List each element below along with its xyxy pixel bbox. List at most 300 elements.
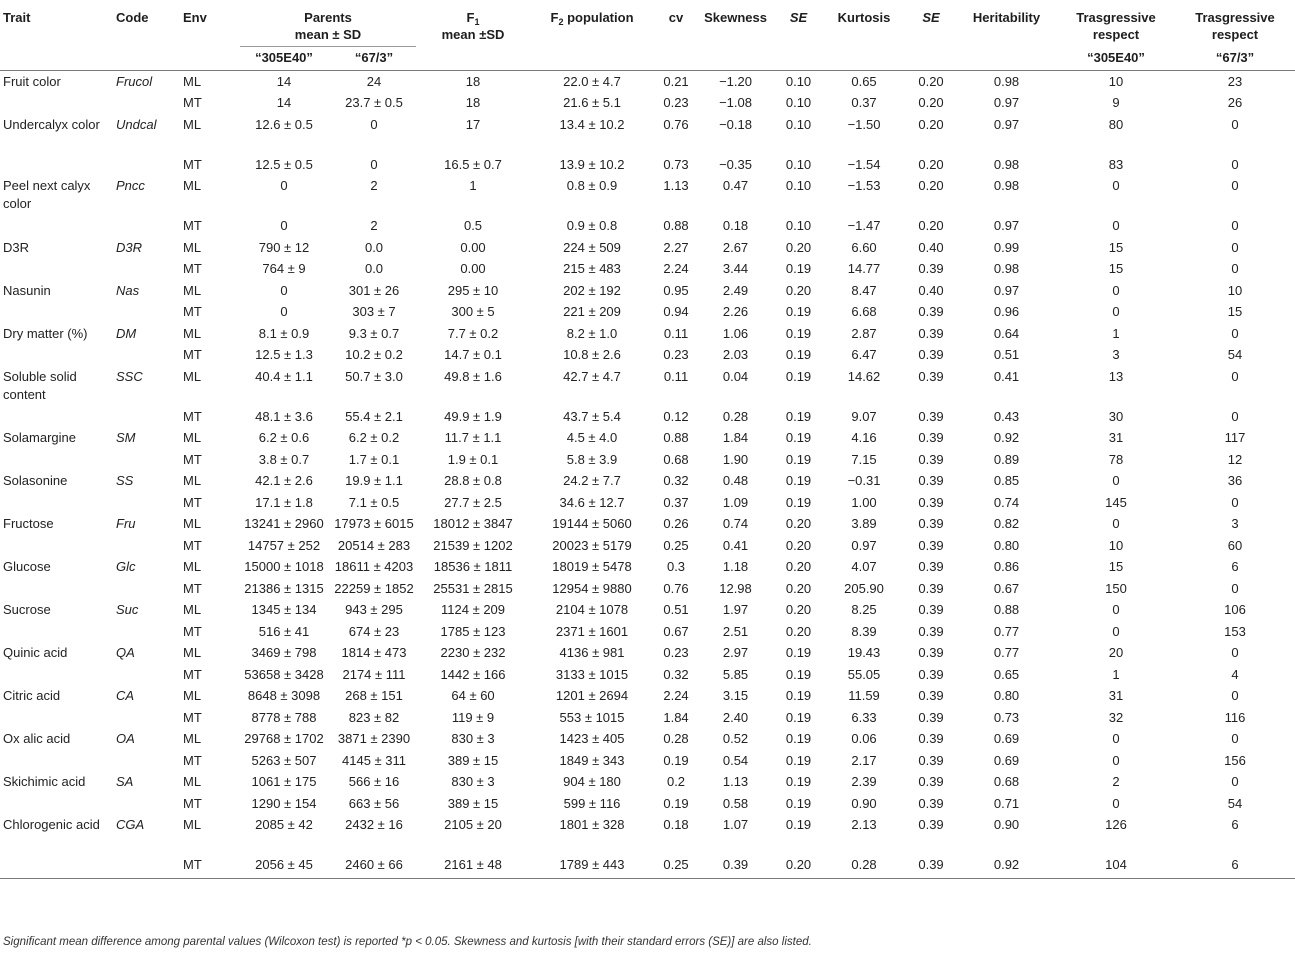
cell-env: ML [183,731,202,746]
cell-cv: 0.23 [663,347,689,362]
cell-se-kurtosis: 0.39 [918,666,944,682]
cell-heritability: 0.80 [993,688,1020,703]
header-trans2-line3: “67/3” [1175,47,1295,71]
cell-f1: 18012 ± 3847 [433,516,513,531]
cell-trans-305e40: 1 [1112,325,1120,341]
cell-trans-67-3: 26 [1227,95,1243,110]
cell-f2-population: 5.8 ± 3.9 [566,451,618,467]
cell-kurtosis: 0.06 [851,731,877,746]
cell-heritability: 0.98 [993,74,1020,89]
header-f1-letter: F [466,10,475,25]
cell-f2-population: 3133 ± 1015 [555,666,629,682]
cell-heritability: 0.89 [993,451,1020,467]
cell-parent-305e40: 8648 ± 3098 [247,688,321,703]
cell-trait: Glucose [3,559,51,574]
cell-cv: 0.88 [663,218,689,233]
cell-se-skewness: 0.19 [785,795,812,811]
cell-parent-67-3: 823 ± 82 [348,709,400,725]
cell-parent-67-3: 2 [370,178,378,193]
cell-se-kurtosis: 0.39 [918,408,944,424]
cell-parent-67-3: 2460 ± 66 [330,854,418,879]
cell-code [113,750,180,772]
cell-f2-population: 24.2 ± 7.7 [563,473,621,488]
cell-kurtosis: −1.53 [847,178,881,193]
cell-kurtosis: −0.31 [847,473,881,488]
cell-trans-67-3: 0 [1231,688,1239,703]
cell-se-kurtosis: 0.20 [918,74,944,89]
table-row [0,793,1295,815]
cell-code: Pncc [116,178,145,193]
cell-f1: 25531 ± 2815 [433,580,513,596]
cell-se-skewness: 0.19 [785,347,812,362]
cell-trans-305e40: 0 [1112,178,1120,193]
cell-parent-305e40: 48.1 ± 3.6 [255,408,313,424]
cell-trait [0,750,113,772]
cell-trait [0,578,113,600]
cell-f2-population: 1201 ± 2694 [555,688,629,703]
cell-parent-67-3: 55.4 ± 2.1 [345,408,403,424]
cell-f1: 14.7 ± 0.1 [444,347,502,362]
cell-trans-305e40: 126 [1105,817,1127,832]
cell-kurtosis: 0.37 [851,95,877,110]
cell-se-skewness: 0.19 [785,731,812,746]
cell-trans-67-3: 54 [1227,347,1243,362]
cell-skewness: 2.51 [722,623,749,639]
cell-se-skewness: 0.20 [785,282,812,298]
cell-trait: Soluble solid content [3,368,77,402]
cell-trans-305e40: 104 [1057,854,1175,879]
table-row [0,366,1295,406]
table-header [0,4,1295,71]
cell-f2-population: 1849 ± 343 [559,752,625,768]
header-parent-305e40: “305E40” [238,47,330,71]
cell-parent-305e40: 29768 ± 1702 [244,731,324,746]
cell-heritability: 0.97 [993,282,1020,298]
cell-f1: 389 ± 15 [447,795,499,811]
cell-f2-population: 2104 ± 1078 [555,602,629,617]
cell-heritability: 0.98 [993,261,1020,276]
cell-kurtosis: 6.47 [851,347,877,362]
cell-f1: 21539 ± 1202 [433,537,513,553]
cell-env: ML [183,559,202,574]
cell-trait [0,793,113,815]
cell-heritability: 0.96 [993,304,1020,319]
table-row [0,814,1295,854]
header-code: Code [113,4,180,71]
table-row [0,750,1295,772]
cell-se-skewness: 0.19 [785,774,812,789]
cell-trait: Nasunin [3,282,51,298]
cell-skewness: −1.20 [719,74,752,89]
cell-f1: 64 ± 60 [451,688,495,703]
cell-code [113,449,180,471]
cell-trans-67-3: 156 [1224,752,1246,768]
cell-parent-67-3: 10.2 ± 0.2 [345,347,403,362]
cell-trait [0,707,113,729]
cell-skewness: 0.28 [722,408,749,424]
cell-kurtosis: 6.33 [851,709,877,725]
cell-trait [0,344,113,366]
cell-code [113,707,180,729]
cell-se-skewness: 0.20 [785,559,812,574]
cell-heritability: 0.77 [993,623,1020,639]
cell-env: MT [183,537,202,553]
cell-skewness: −1.08 [719,95,752,110]
cell-heritability: 0.82 [993,516,1020,531]
cell-kurtosis: 6.60 [851,239,877,255]
cell-parent-67-3: 301 ± 26 [348,282,400,298]
cell-trait: Dry matter (%) [3,325,88,341]
cell-env: MT [183,218,202,233]
cell-kurtosis: 19.43 [847,645,881,660]
cell-parent-67-3: 303 ± 7 [352,304,396,319]
cell-se-skewness: 0.20 [785,239,812,255]
cell-env: MT [183,261,202,276]
cell-f1: 1 [469,178,477,193]
table-row [0,578,1295,600]
cell-code: SS [116,473,134,488]
cell-heritability: 0.80 [993,537,1020,553]
cell-skewness: 1.07 [722,817,749,832]
cell-trans-305e40: 20 [1108,645,1124,660]
cell-env: ML [183,368,202,384]
cell-se-kurtosis: 0.39 [918,602,944,617]
cell-parent-305e40: 14757 ± 252 [247,537,321,553]
cell-code [113,344,180,366]
cell-trans-67-3: 60 [1227,537,1243,553]
cell-trans-305e40: 0 [1112,218,1120,233]
cell-kurtosis: 2.39 [851,774,877,789]
cell-env: MT [183,451,202,467]
cell-f1: 2230 ± 232 [440,645,506,660]
cell-kurtosis: 14.62 [847,368,881,384]
cell-trans-67-3: 12 [1227,451,1243,467]
cell-f2-population: 4.5 ± 4.0 [566,430,618,445]
cell-cv: 0.32 [663,473,689,488]
cell-skewness: 3.15 [722,688,749,703]
cell-f1: 119 ± 9 [451,709,495,725]
cell-skewness: −0.18 [719,116,752,132]
cell-se-skewness: 0.10 [785,116,812,132]
cell-code: CA [116,688,135,703]
cell-parent-305e40: 15000 ± 1018 [244,559,324,574]
cell-parent-67-3: 3871 ± 2390 [337,731,411,746]
cell-trait [0,154,113,176]
cell-se-kurtosis: 0.39 [918,559,944,574]
cell-parent-67-3: 18611 ± 4203 [334,559,414,574]
cell-parent-305e40: 14 [276,95,292,110]
cell-code: Undcal [116,116,157,132]
cell-parent-305e40: 1345 ± 134 [251,602,317,617]
cell-trait: Skichimic acid [3,774,86,789]
cell-se-kurtosis: 0.39 [918,304,944,319]
cell-trans-67-3: 0 [1231,156,1239,172]
cell-se-skewness: 0.19 [785,817,812,832]
cell-kurtosis: −1.54 [847,156,881,172]
cell-kurtosis: 11.59 [848,688,880,703]
cell-trans-305e40: 2 [1112,774,1120,789]
cell-code [113,154,180,176]
cell-kurtosis: 8.47 [851,282,877,298]
cell-se-skewness: 0.10 [785,95,812,110]
cell-se-kurtosis: 0.20 [918,95,944,110]
cell-se-skewness: 0.10 [785,74,812,89]
cell-parent-67-3: 19.9 ± 1.1 [345,473,403,488]
cell-kurtosis: −1.47 [847,218,881,233]
cell-trans-305e40: 78 [1108,451,1124,467]
cell-trans-67-3: 0 [1231,325,1239,341]
cell-f2-population: 4136 ± 981 [559,645,625,660]
cell-trans-305e40: 30 [1108,408,1124,424]
cell-parent-305e40: 0 [280,282,288,298]
cell-env: ML [183,282,202,298]
cell-trans-67-3: 23 [1227,74,1243,89]
cell-heritability: 0.64 [993,325,1020,341]
cell-heritability: 0.73 [993,709,1020,725]
table-row [0,556,1295,578]
cell-trait [0,301,113,323]
cell-skewness: 1.13 [722,774,749,789]
table-row [0,280,1295,302]
cell-trans-67-3: 0 [1231,261,1239,276]
cell-trans-67-3: 0 [1231,239,1239,255]
cell-env: ML [183,516,202,531]
cell-trans-67-3: 6 [1231,817,1239,832]
cell-skewness: −0.35 [719,156,752,172]
cell-trans-67-3: 0 [1231,408,1239,424]
cell-heritability: 0.69 [993,752,1020,768]
header-f1 [418,4,528,26]
cell-parent-67-3: 20514 ± 283 [337,537,411,553]
cell-parent-67-3: 2174 ± 111 [342,666,406,682]
cell-trait [0,492,113,514]
cell-code: OA [116,731,135,746]
cell-f2-population: 0.8 ± 0.9 [566,178,618,193]
cell-trait [0,535,113,557]
cell-trans-305e40: 15 [1108,559,1124,574]
cell-parent-305e40: 17.1 ± 1.8 [255,494,313,510]
cell-parent-305e40: 14 [276,74,292,89]
cell-skewness: 0.48 [722,473,749,488]
cell-kurtosis: 14.77 [847,261,881,276]
header-parent-67-3: “67/3” [330,47,418,71]
cell-trans-305e40: 15 [1108,239,1124,255]
cell-skewness: 0.39 [696,854,775,879]
cell-se-skewness: 0.19 [785,752,812,768]
cell-trans-305e40: 0 [1112,516,1120,531]
cell-heritability: 0.92 [956,854,1057,879]
cell-kurtosis: 7.15 [851,451,877,467]
cell-se-skewness: 0.10 [785,156,812,172]
table-row [0,175,1295,215]
cell-cv: 0.2 [666,774,686,789]
cell-cv: 0.21 [663,74,689,89]
cell-f1: 0.00 [460,261,486,276]
cell-skewness: 0.74 [722,516,749,531]
cell-code [113,301,180,323]
table-row [0,215,1295,237]
cell-cv: 0.76 [663,116,689,132]
cell-cv: 0.11 [663,325,689,341]
cell-code [113,92,180,114]
cell-se-skewness: 0.19 [785,451,812,467]
cell-env: MT [183,666,202,682]
cell-trait [0,406,113,428]
header-trans1-line1: Trasgressive [1076,10,1156,25]
cell-heritability: 0.65 [993,666,1020,682]
cell-f1: 1442 ± 166 [440,666,506,682]
cell-se-skewness: 0.19 [785,494,812,510]
cell-trans-305e40: 1 [1112,666,1120,682]
cell-trans-305e40: 9 [1112,95,1120,110]
table-row [0,685,1295,707]
cell-parent-305e40: 0 [280,218,288,233]
cell-cv: 0.19 [663,795,689,811]
cell-se-kurtosis: 0.39 [918,731,944,746]
cell-parent-67-3: 24 [366,74,382,89]
cell-heritability: 0.43 [993,408,1020,424]
cell-se-skewness: 0.20 [785,516,812,531]
cell-skewness: 0.18 [722,218,749,233]
cell-env: MT [183,709,202,725]
cell-se-kurtosis: 0.39 [918,516,944,531]
cell-cv: 0.67 [663,623,689,639]
cell-parent-305e40: 8778 ± 788 [251,709,317,725]
cell-parent-305e40: 1290 ± 154 [251,795,317,811]
cell-parent-67-3: 9.3 ± 0.7 [348,325,400,341]
cell-code: QA [116,645,135,660]
cell-env: ML [183,325,202,341]
table-row [0,621,1295,643]
cell-env: ML [183,473,202,488]
cell-kurtosis: 2.13 [851,817,877,832]
cell-trait: Solamargine [3,430,76,445]
cell-skewness: 1.06 [722,325,749,341]
cell-f1: 2105 ± 20 [444,817,502,832]
cell-code [113,621,180,643]
cell-heritability: 0.97 [993,95,1020,110]
cell-cv: 0.11 [663,368,689,384]
cell-code: Suc [116,602,139,617]
cell-cv: 0.37 [663,494,689,510]
cell-se-kurtosis: 0.39 [918,347,944,362]
cell-parent-305e40: 0 [280,178,288,193]
cell-env: MT [183,347,202,362]
cell-parent-67-3: 1814 ± 473 [341,645,407,660]
cell-parent-67-3: 6.2 ± 0.2 [348,430,400,445]
cell-parent-305e40: 0 [280,304,288,319]
cell-env: ML [183,178,202,193]
cell-parent-67-3: 1.7 ± 0.1 [348,451,400,467]
cell-cv: 0.12 [663,408,689,424]
cell-f1: 1785 ± 123 [440,623,506,639]
cell-se-kurtosis: 0.39 [918,709,944,725]
cell-trans-305e40: 0 [1112,473,1120,488]
cell-trans-67-3: 0 [1231,774,1239,789]
cell-code: D3R [116,239,143,255]
cell-se-skewness: 0.19 [785,430,812,445]
cell-cv: 2.24 [663,261,689,276]
cell-cv: 0.68 [663,451,689,467]
cell-trans-67-3: 54 [1227,795,1243,811]
cell-parent-305e40: 40.4 ± 1.1 [255,368,313,384]
cell-code [113,854,180,879]
table-row [0,71,1295,93]
cell-trait [0,621,113,643]
cell-se-kurtosis: 0.39 [918,580,944,596]
cell-env: ML [183,74,202,89]
cell-cv: 0.25 [656,854,696,879]
cell-env: MT [183,95,202,110]
cell-code [113,793,180,815]
cell-code [113,492,180,514]
cell-cv: 1.84 [663,709,689,725]
cell-trans-67-3: 6 [1231,559,1239,574]
header-f2-rest: population [563,10,634,25]
cell-cv: 0.28 [663,731,689,746]
cell-se-kurtosis: 0.40 [918,239,944,255]
header-skewness: Skewness [696,4,775,71]
cell-f1: 28.8 ± 0.8 [444,473,502,488]
cell-f1: 830 ± 3 [451,731,495,746]
cell-env: MT [183,304,202,319]
cell-parent-67-3: 0 [370,156,378,172]
cell-code [113,406,180,428]
cell-parent-305e40: 8.1 ± 0.9 [258,325,310,341]
cell-cv: 0.18 [663,817,689,832]
cell-se-kurtosis: 0.20 [918,116,944,132]
cell-parent-67-3: 50.7 ± 3.0 [345,368,403,384]
header-heritability: Heritability [956,4,1057,71]
cell-kurtosis: 4.07 [851,559,877,574]
cell-trans-305e40: 0 [1112,795,1120,811]
cell-trait: Ox alic acid [3,731,71,746]
cell-env: MT [183,623,202,639]
cell-se-skewness: 0.19 [785,645,812,660]
cell-kurtosis: 55.05 [847,666,881,682]
cell-env: MT [183,156,202,172]
cell-se-skewness: 0.20 [785,602,812,617]
cell-kurtosis: 1.00 [851,494,877,510]
cell-cv: 2.27 [663,239,689,255]
cell-trans-305e40: 0 [1112,623,1120,639]
cell-env: MT [183,752,202,768]
table-row [0,707,1295,729]
cell-parent-67-3: 663 ± 56 [348,795,400,811]
cell-f2-population: 904 ± 180 [563,774,621,789]
cell-f2-population: 21.6 ± 5.1 [563,95,621,110]
cell-code [113,535,180,557]
cell-f2-population: 1789 ± 443 [528,854,656,879]
cell-skewness: 0.58 [722,795,749,811]
header-cv: cv [656,4,696,71]
table-row [0,427,1295,449]
cell-f1: 49.9 ± 1.9 [444,408,502,424]
cell-parent-305e40: 21386 ± 1315 [244,580,324,596]
cell-trans-305e40: 0 [1112,602,1120,617]
cell-heritability: 0.74 [993,494,1020,510]
cell-skewness: 0.54 [722,752,749,768]
cell-kurtosis: 9.07 [851,408,877,424]
cell-trans-67-3: 10 [1227,282,1243,298]
header-se-skewness: SE [775,4,822,71]
cell-env: ML [183,116,202,132]
table-body [0,71,1295,879]
cell-se-kurtosis: 0.39 [918,325,944,341]
cell-parent-305e40: 2056 ± 45 [238,854,330,879]
cell-skewness: 1.18 [722,559,749,574]
cell-parent-305e40: 3.8 ± 0.7 [258,451,310,467]
